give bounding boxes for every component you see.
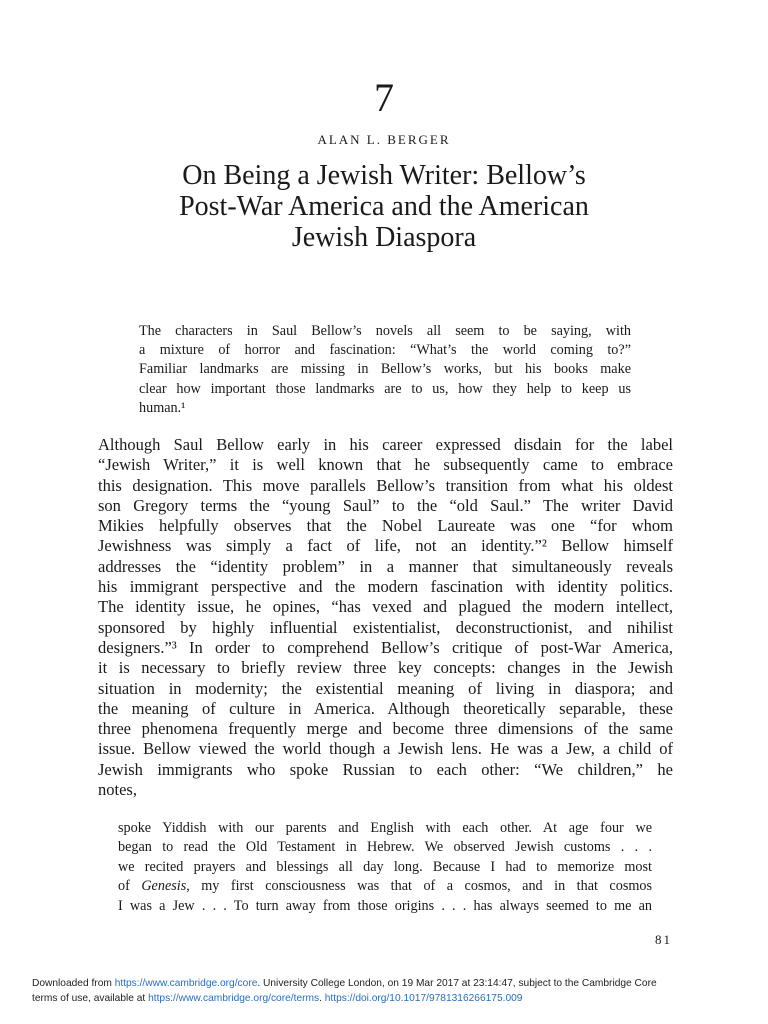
terms-link[interactable]: https://www.cambridge.org/core/terms: [148, 993, 320, 1004]
body-line: it is necessary to briefly review three key concepts: changes in the Jewish: [98, 658, 673, 678]
body-line: Jewishness was simply a fact of life, not an identity.”² Bellow himself: [98, 536, 673, 556]
epigraph-line: human.¹: [139, 399, 186, 416]
body-line: three phenomena frequently merge and become three dimensions of the same: [98, 719, 673, 739]
footer-text: terms of use, available at: [32, 993, 149, 1004]
footer-text: . University College London, on 19 Mar 2017 at 23:14:47, subject to the Cambridge Core: [257, 978, 657, 989]
body-line: situation in modernity; the existential meaning of living in diaspora; and: [98, 678, 673, 698]
quote-text: , my first consciousness was that of a cosmos, and in that cosmos: [186, 878, 652, 895]
body-line: Jewish immigrants who spoke Russian to each other: “We children,” he: [98, 759, 673, 779]
chapter-title-line: Post-War America and the American: [179, 191, 589, 222]
body-line: Mikies helpfully observes that the Nobel Laureate was one “for whom: [98, 516, 673, 536]
epigraph-line: a mixture of horror and fascination: “What’s the world coming to?”: [139, 342, 631, 359]
page-number: 81: [655, 932, 672, 947]
doi-link[interactable]: https://doi.org/10.1017/9781316266175.009: [324, 993, 523, 1004]
download-footer: [32, 976, 752, 1006]
chapter-number: 7: [374, 75, 394, 120]
body-line: addresses the “identity problem” in a manner that simultaneously reveals: [98, 556, 673, 576]
book-title-genesis: Genesis: [141, 878, 187, 895]
quote-line: spoke Yiddish with our parents and English with each other. At age four we: [118, 820, 652, 836]
quote-line: [118, 877, 652, 896]
body-line: son Gregory terms the “young Saul” to the “old Saul.” The writer David: [98, 495, 673, 515]
body-line: Although Saul Bellow early in his career expressed disdain for the label: [98, 435, 673, 454]
footer-text: .: [319, 993, 325, 1004]
epigraph-line: The characters in Saul Bellow’s novels all seem to be saying, with: [139, 323, 631, 339]
quote-text: of: [118, 878, 142, 895]
epigraph: [139, 322, 631, 418]
body-line: The identity issue, he opines, “has vexed and plagued the modern intellect,: [98, 597, 673, 617]
body-line: the meaning of culture in America. Although theoretically separable, these: [98, 698, 673, 718]
body-line: sponsored by highly influential existentialist, deconstructionist, and nihilist: [98, 617, 673, 637]
body-line: issue. Bellow viewed the world though a Jewish lens. He was a Jew, a child of: [98, 739, 673, 759]
block-quote: [118, 819, 652, 916]
body-line: this designation. This move parallels Bellow’s transition from what his oldest: [98, 475, 673, 495]
body-paragraph: [98, 435, 673, 800]
chapter-title-line: Jewish Diaspora: [291, 222, 477, 253]
epigraph-line: Familiar landmarks are missing in Bellow’s works, but his books make: [139, 361, 631, 378]
quote-line: began to read the Old Testament in Hebrew. We observed Jewish customs . . .: [118, 839, 652, 856]
body-line: “Jewish Writer,” it is well known that he subsequently came to embrace: [98, 455, 673, 475]
cambridge-core-link[interactable]: https://www.cambridge.org/core: [114, 978, 258, 989]
chapter-title-line: On Being a Jewish Writer: Bellow’s: [182, 160, 586, 191]
epigraph-line: clear how important those landmarks are to us, how they help to keep us: [139, 380, 631, 397]
footer-text: Downloaded from: [32, 978, 115, 989]
quote-line: we recited prayers and blessings all day long. Because I had to memorize most: [118, 858, 652, 875]
body-line: notes,: [98, 780, 137, 800]
chapter-title: [100, 160, 668, 253]
quote-line: I was a Jew . . . To turn away from those origins . . . has always seemed to me an: [118, 897, 652, 914]
body-line: his immigrant perspective and the modern fascination with identity politics.: [98, 577, 673, 597]
body-line: designers.”³ In order to comprehend Bellow’s critique of post-War America,: [98, 637, 673, 657]
author-name: ALAN L. BERGER: [317, 132, 451, 147]
